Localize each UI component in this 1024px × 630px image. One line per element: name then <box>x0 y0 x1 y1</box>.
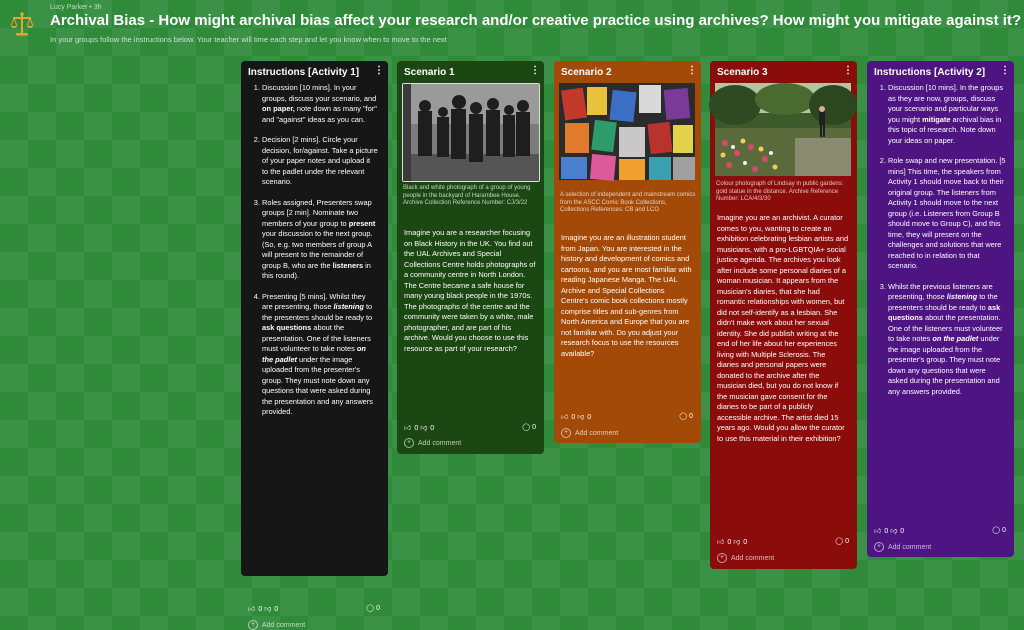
card-body: Imagine you are a researcher focusing on Black History in the UK. You find out the UAL Archives and Special Collections Centre holds photographs of a community centre in North London. The Centre became a safe house for many young black people in the 1970s. The photographs of the centre and the community were taken by a white, male photographer, and are part of his archive. Would you choose to use this resource as part of your research? <box>404 228 536 353</box>
add-comment-button[interactable]: + Add comment <box>717 553 774 563</box>
card-body: Imagine you are an archivist. A curator comes to you, wanting to create an exhibition celebrating lesbian artists and musicians, with a pro-LGBTQIA+ social justice agenda. The archives you look after include some personal diaries of a woman musician. It appears from the musician's diaries, that she had romantic relationships with women, but did not self-identify as a lesbian. She didn't make work about her sexual identity. She did publish writing at the end of her life about her experiences living with Multiple Sclerosis. The diaries and personal papers were donated to the archive after the musician died, but you do not know if the musician gave consent for the diaries to be part of a publicly accessible archive. The artist died 15 years ago. Would you allow the curator to use this material in their exhibition? <box>717 213 849 443</box>
reactions[interactable]: 👍︎ 0 👎︎ 0 <box>874 528 905 535</box>
card-body: Imagine you are an illustration student from Japan. You are interested in the history and development of comics and cartoons, and you are most familiar with reading Japanese Manga. The UAL Archive and Special Collections Centre's comic book collections mostly comprise titles and sub-genres from North America and Europe that you are not familiar with. Do you adjust your research focus to use the resources available? <box>561 233 692 358</box>
scales-of-justice-icon <box>8 10 36 38</box>
list-item: 1. Discussion [10 mins]. In your groups, discuss your scenario, and on paper, note down as many "for" and "against" ideas as you can. <box>262 83 378 125</box>
comment-icon: ◯ <box>992 527 1001 534</box>
comment-count[interactable]: ◯ 0 <box>992 527 1006 534</box>
more-options-icon[interactable]: ⋮ <box>530 65 540 76</box>
card-title: Instructions [Activity 2] <box>874 67 986 78</box>
instructions-list <box>248 83 378 428</box>
scenario-1-photo[interactable] <box>402 83 540 182</box>
list-item: 4. Presenting [5 mins]. Whilst they are presenting, those listening to the presenters should be ready to ask questions about the presentation. One of the listeners must volunteer to take notes on the padlet under the image uploaded from the presenter's group. They must note down any questions that were asked during the presentation and any answers provided. <box>262 292 378 418</box>
plus-icon: + <box>717 553 727 563</box>
comment-count[interactable]: ◯ 0 <box>835 538 849 545</box>
card-title: Scenario 1 <box>404 67 455 78</box>
card-title: Scenario 2 <box>561 67 612 78</box>
comment-count[interactable]: ◯ 0 <box>679 413 693 420</box>
comment-icon: ◯ <box>366 605 375 612</box>
thumbs-down-icon[interactable]: 👎︎ <box>733 539 741 546</box>
list-item: 3. Roles assigned, Presenters swap groups [2 min]. Nominate two members of your group to present your discussion to the next group. (So, e.g. two members of group A will present to the remainder of group B, who are the listeners in this round). <box>262 198 378 282</box>
board-title: Archival Bias - How might archival bias affect your research and/or creative practice using archives? How might you mitigate against it? <box>50 12 1022 29</box>
card-title: Scenario 3 <box>717 67 768 78</box>
plus-icon: + <box>404 438 414 448</box>
thumbs-up-icon[interactable]: 👍︎ <box>561 414 569 421</box>
image-caption: Colour photograph of Lindsay in public gardens: gold statue in the distance. Archive Reference Number: LCA/4/3/30 <box>716 181 844 203</box>
card-scenario-1[interactable] <box>397 61 544 454</box>
comment-icon: ◯ <box>679 413 688 420</box>
post-author: Lucy Parker • 3h <box>50 4 102 11</box>
scenario-2-photo[interactable] <box>559 83 695 180</box>
card-instructions-activity-1[interactable] <box>241 61 388 629</box>
thumbs-down-icon[interactable]: 👎︎ <box>577 414 585 421</box>
add-comment-button[interactable]: + Add comment <box>874 542 931 552</box>
comment-icon: ◯ <box>835 538 844 545</box>
comment-count[interactable]: ◯ 0 <box>366 605 380 612</box>
card-instructions-activity-2[interactable] <box>867 61 1014 557</box>
thumbs-up-icon[interactable]: 👍︎ <box>717 539 725 546</box>
image-caption: Black and white photograph of a group of young people in the backyard of Harambee House. Archive Collection Reference Number: CJ/3/22 <box>403 185 531 207</box>
plus-icon: + <box>248 620 258 630</box>
list-item: 3. Whilst the previous listeners are presenting, those listening to the presenters should be ready to ask questions about the presentation. One of the listeners must volunteer to take notes on the padlet under the image uploaded from the presenter's group. They must note down any questions that were asked during the presentation and any answers provided. <box>888 282 1006 398</box>
add-comment-button[interactable]: + Add comment <box>561 428 618 438</box>
reactions[interactable]: 👍︎ 0 👎︎ 0 <box>248 606 279 613</box>
thumbs-down-icon[interactable]: 👎︎ <box>420 425 428 432</box>
board-subtitle: In your groups follow the instructions below. Your teacher will time each step and let you know when to move to the next <box>50 35 447 44</box>
add-comment-button[interactable]: + Add comment <box>404 438 461 448</box>
board-header <box>0 0 1024 50</box>
list-item: 2. Role swap and new presentation. [5 mins] This time, the speakers from Activity 1 should move back to their original group. The listeners from Activity 1 should move to the next group (i.e. Listeners from Group B should move to Group C), and this time, they will present on the challenges and solutions that were reached to in relation to that scenario. <box>888 156 1006 272</box>
instructions-list <box>874 83 1006 407</box>
thumbs-down-icon[interactable]: 👎︎ <box>890 528 898 535</box>
list-item: 2. Decision [2 mins]. Circle your decision, for/against. Take a picture of your paper notes and upload it to the padlet under the relevant scenario. <box>262 135 378 188</box>
add-comment-button[interactable]: + Add comment <box>248 620 305 630</box>
more-options-icon[interactable]: ⋮ <box>1000 65 1010 76</box>
comment-icon: ◯ <box>522 424 531 431</box>
image-caption: A selection of independent and mainstream comics from the ASCC Comic Book Collections, Collections References: CB and LCO <box>560 192 696 214</box>
reactions[interactable]: 👍︎ 0 👎︎ 0 <box>717 539 748 546</box>
reactions[interactable]: 👍︎ 0 👎︎ 0 <box>561 414 592 421</box>
more-options-icon[interactable]: ⋮ <box>687 65 697 76</box>
thumbs-down-icon[interactable]: 👎︎ <box>264 606 272 613</box>
thumbs-up-icon[interactable]: 👍︎ <box>874 528 882 535</box>
thumbs-up-icon[interactable]: 👍︎ <box>248 606 256 613</box>
more-options-icon[interactable]: ⋮ <box>843 65 853 76</box>
list-item: 1. Discussion [10 mins]. In the groups as they are now, groups, discuss your scenario and particular ways you might mitigate archival bias in this topic of research. Note down your ideas on paper. <box>888 83 1006 146</box>
scenario-3-photo[interactable] <box>715 83 851 176</box>
thumbs-up-icon[interactable]: 👍︎ <box>404 425 412 432</box>
card-scenario-2[interactable] <box>554 61 701 443</box>
reactions[interactable]: 👍︎ 0 👎︎ 0 <box>404 425 435 432</box>
comment-count[interactable]: ◯ 0 <box>522 424 536 431</box>
card-scenario-3[interactable] <box>710 61 857 569</box>
plus-icon: + <box>561 428 571 438</box>
plus-icon: + <box>874 542 884 552</box>
more-options-icon[interactable]: ⋮ <box>374 65 384 76</box>
card-title: Instructions [Activity 1] <box>248 67 360 78</box>
